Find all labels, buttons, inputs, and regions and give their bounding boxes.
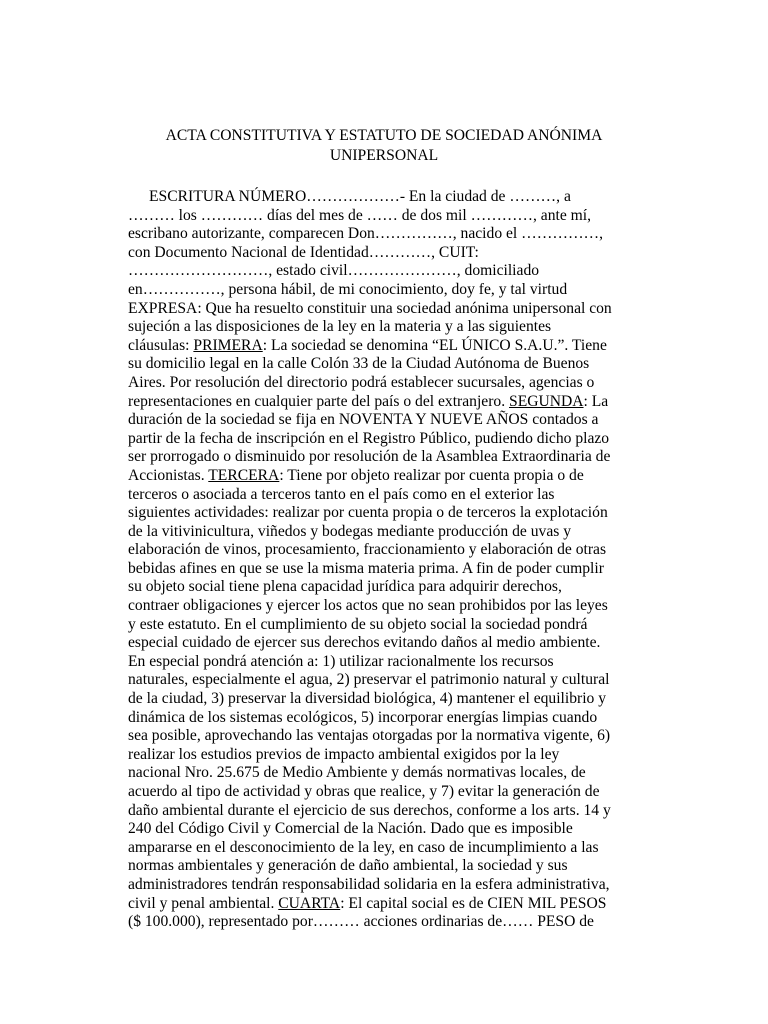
- body-line: administradores tendrán responsabilidad solidaria en la esfera administrativa,: [128, 875, 610, 893]
- body-text: Accionistas.: [128, 466, 209, 484]
- body-line: y este estatuto. En el cumplimiento de su objeto social la sociedad pondrá: [128, 615, 588, 633]
- body-line: ($ 100.000), representado por……… acciones ordinarias de…… PESO de: [128, 913, 594, 931]
- clause-heading-primera: PRIMERA: [193, 336, 263, 354]
- body-line: en……………, persona hábil, de mi conocimiento, doy fe, y tal virtud: [128, 280, 568, 298]
- body-text: : La: [583, 392, 609, 410]
- body-line: escribano autorizante, comparecen Don……………, nacido el ……………,: [128, 225, 604, 243]
- body-line: EXPRESA: Que ha resuelto constituir una sociedad anónima unipersonal con: [128, 299, 612, 317]
- body-line: ………………………, estado civil…………………, domiciliado: [128, 262, 540, 280]
- body-line: ser prorrogado o disminuido por resolución de la Asamblea Extraordinaria de: [128, 448, 611, 466]
- body-line: partir de la fecha de inscripción en el Registro Público, pudiendo dicho plazo: [128, 429, 610, 447]
- body-line: [128, 393, 642, 412]
- body-text: cláusulas:: [128, 336, 194, 354]
- body-line: de la vitivinicultura, viñedos y bodegas mediante producción de uvas y: [128, 522, 572, 540]
- body-line: acuerdo al tipo de actividad y obras que realice, y 7) evitar la generación de: [128, 783, 600, 800]
- clause-heading-tercera: TERCERA: [208, 466, 280, 484]
- body-line: dinámica de los sistemas ecológicos, 5) incorporar energías limpias cuando: [128, 708, 598, 726]
- body-line: ……… los ………… días del mes de …… de dos mil …………, ante mí,: [128, 206, 592, 224]
- body-line: su domicilio legal en la calle Colón 33 de la Ciudad Autónoma de Buenos: [128, 355, 590, 373]
- body-line: daño ambiental durante el ejercicio de sus derechos, conforme a los arts. 14 y: [128, 801, 611, 819]
- body-line: naturales, especialmente el agua, 2) preservar el patrimonio natural y cultural: [128, 671, 610, 689]
- body-line: [128, 467, 642, 486]
- body-line: de la ciudad, 3) preservar la diversidad biológica, 4) mantener el equilibrio y: [128, 690, 607, 708]
- body-line: bebidas afines en que se use la misma materia prima. A fin de poder cumplir: [128, 559, 604, 577]
- body-line: siguientes actividades: realizar por cuenta propia o de terceros la explotación: [128, 504, 608, 522]
- body-text: : El capital social es de CIEN MIL PESOS: [340, 894, 607, 912]
- body-line: [128, 337, 642, 356]
- title-line-2: UNIPERSONAL: [329, 147, 439, 164]
- body-text: : Tiene por objeto realizar por cuenta propia o de: [279, 466, 584, 484]
- body-line: con Documento Nacional de Identidad…………, CUIT:: [128, 243, 479, 261]
- body-text: representaciones en cualquier parte del país o del extranjero.: [128, 392, 510, 410]
- body-line: nacional Nro. 25.675 de Medio Ambiente y demás normativas locales, de: [128, 764, 586, 782]
- body-line: contraer obligaciones y ejercer los actos que no sean prohibidos por las leyes: [128, 597, 608, 615]
- body-line: ESCRITURA NÚMERO………………- En la ciudad de ………, a: [149, 188, 571, 205]
- clause-heading-segunda: SEGUNDA: [509, 392, 584, 410]
- body-line: 240 del Código Civil y Comercial de la Nación. Dado que es imposible: [128, 820, 573, 838]
- body-line: ampararse en el desconocimiento de la ley, en caso de incumplimiento a las: [128, 838, 599, 856]
- body-line: duración de la sociedad se fija en NOVENTA Y NUEVE AÑOS contados a: [128, 411, 599, 429]
- document-title: [110, 126, 658, 166]
- title-line-1: ACTA CONSTITUTIVA Y ESTATUTO DE SOCIEDAD ANÓNIMA: [165, 127, 603, 144]
- body-line: realizar los estudios previos de impacto ambiental exigidos por la ley: [128, 745, 560, 763]
- body-line: sujeción a las disposiciones de la ley en la materia y a las siguientes: [128, 318, 552, 336]
- body-line: normas ambientales y generación de daño ambiental, la sociedad y sus: [128, 857, 568, 875]
- document-body: [128, 188, 642, 932]
- body-line: Aires. Por resolución del directorio podrá establecer sucursales, agencias o: [128, 373, 595, 391]
- clause-heading-cuarta: CUARTA: [278, 894, 341, 912]
- body-line: [128, 895, 642, 914]
- body-line: En especial pondrá atención a: 1) utilizar racionalmente los recursos: [128, 652, 554, 670]
- body-text: civil y penal ambiental.: [128, 894, 279, 912]
- body-line: elaboración de vinos, procesamiento, fraccionamiento y elaboración de otras: [128, 541, 607, 559]
- body-line: terceros o asociada a terceros tanto en el país como en el exterior las: [128, 485, 555, 503]
- body-line: especial cuidado de ejercer sus derechos evitando daños al medio ambiente.: [128, 634, 601, 652]
- body-text: : La sociedad se denomina “EL ÚNICO S.A.U.”. Tiene: [262, 336, 607, 354]
- body-line: sea posible, aprovechando las ventajas otorgadas por la normativa vigente, 6): [128, 727, 611, 745]
- body-line: su objeto social tiene plena capacidad jurídica para adquirir derechos,: [128, 578, 562, 596]
